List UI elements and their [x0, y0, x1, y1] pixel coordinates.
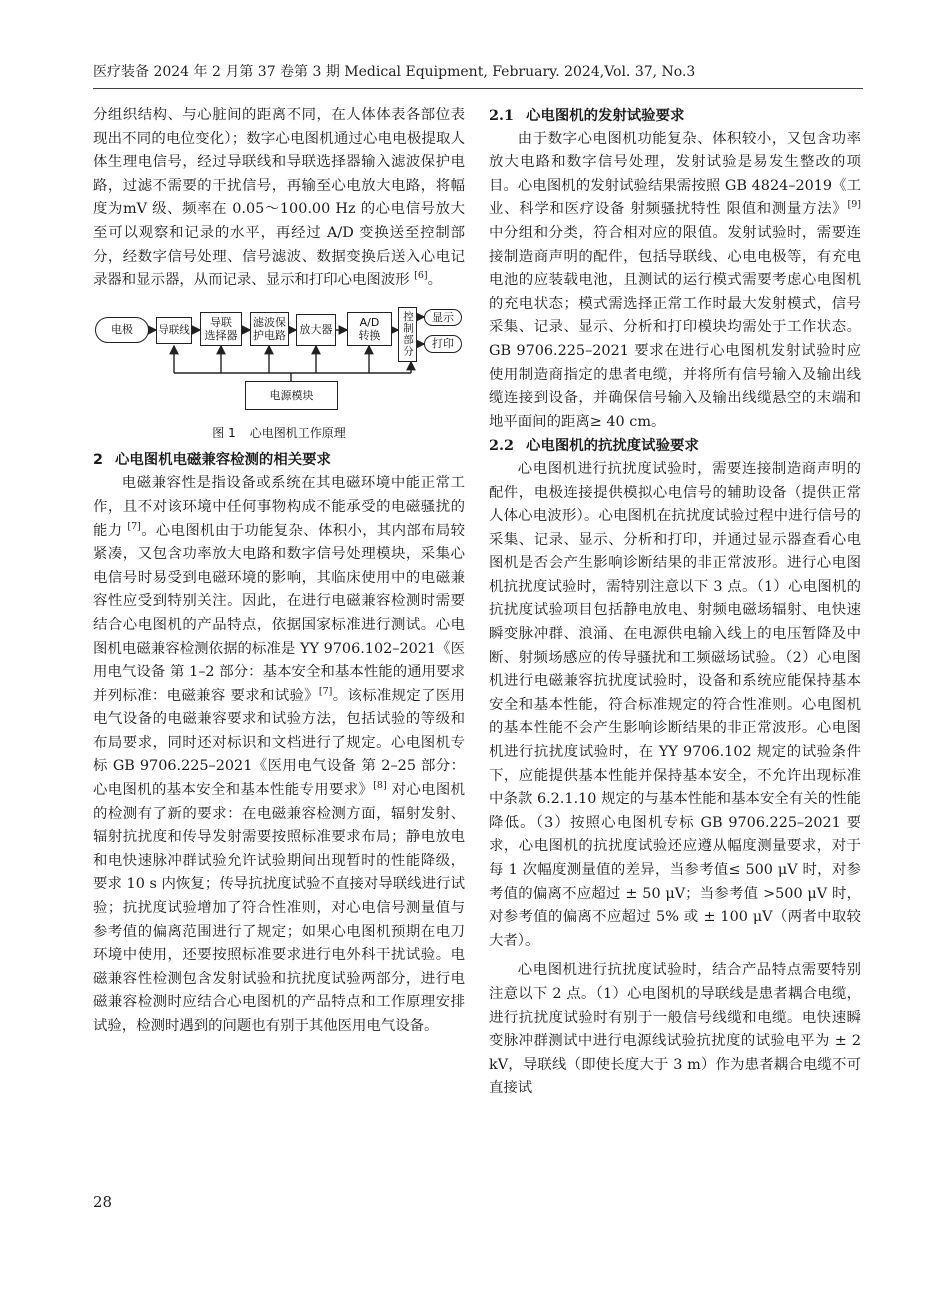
figure-1-caption: 图 1 心电图机工作原理: [212, 425, 346, 440]
section-2-1-heading: 2.1 心电图机的发射试验要求: [489, 107, 685, 124]
box-electrode: 电极: [95, 317, 149, 343]
box-ad-conversion: A/D 转换: [347, 312, 392, 346]
citation-9[interactable]: [9]: [847, 199, 861, 211]
paragraph-emission-test: 由于数字心电图机功能复杂、体积较小，又包含功率放大电路和数字信号处理，发射试验是易发生整改的项目。心电图机的发射试验结果需按照 GB 4824–2019《工业、科学和医疗设备 射频骚扰特性 限值和测量方法》[9] 中分组和分类，符合相对应的限值。发射试验时，需要连接制造商声明的配件，包括导联线、心电电极等，有充电电池的应装载电池，且测试的运行模式需要考虑心电图机的充电状态；模式需选择正常工作时最大发射模式，信号采集、记录、显示、分析和打印模块均需处于工作状态。GB 9706.225–2021 要求在进行心电图机发射试验时应使用制造商指定的患者电缆，并将所有信号输入及输出线缆连接到设备，并确保信号输入及输出线缆悬空的末端和地平面间的距离≥ 40 cm。: [489, 130, 861, 430]
box-amplifier: 放大器: [296, 314, 336, 346]
section-2-2-heading: 2.2 心电图机的抗扰度试验要求: [489, 437, 699, 455]
page-number: 28: [93, 1193, 113, 1211]
paragraph-intro-continued: 分组织结构、与心脏间的距离不同，在人体体表各部位表现出不同的电位变化）；数字心电图机通过心电电极提取人体生理电信号，经过导联线和导联选择器输入滤波保护电路，过滤不需要的干扰信号，再输至心电放大电路，将幅度为mV 级、频率在 0.05～100.00 Hz 的心电信号放大至可以观察和记录的水平，再经过 A/D 变换送至控制部分，经数字信号处理、信号滤波、数据变换后送入心电记录器和显示器，从而记录、显示和打印心电图波形 [6]。: [93, 107, 465, 289]
box-print: 打印: [424, 335, 462, 353]
paragraph-immunity-notes: 心电图机进行抗扰度试验时，结合产品特点需要特别注意以下 2 点。（1）心电图机的导联线是患者耦合电缆，进行抗扰度试验时有别于一般信号线缆和电缆。电快速瞬变脉冲群测试中进行电源线试验抗扰度的试验电平为 ± 2 kV，导联线（即使长度大于 3 m）作为患者耦合电缆不可直接试: [489, 962, 861, 1097]
header-divider: [93, 88, 863, 89]
citation-8[interactable]: [8]: [373, 780, 387, 792]
citation-7[interactable]: [7]: [127, 520, 141, 532]
paragraph-immunity-test: 心电图机进行抗扰度试验时，需要连接制造商声明的配件，电极连接提供模拟心电信号的辅助设备（提供正常人体心电波形）。心电图机在抗扰度试验过程中进行信号的采集、记录、显示、分析和打印，并通过显示器查看心电图机是否会产生影响诊断结果的非正常波形。进行心电图机抗扰度试验时，需特别注意以下 3 点。（1）心电图机的抗扰度试验项目包括静电放电、射频电磁场辐射、电快速瞬变脉冲群、浪涌、在电源供电输入线上的电压暂降及中断、射频场感应的传导骚扰和工频磁场试验。（2）心电图机进行电磁兼容抗扰度试验时，设备和系统应能保持基本安全和基本性能，符合标准规定的符合性准则。心电图机的基本性能不会产生影响诊断结果的非正常波形。心电图机进行抗扰度试验时，在 YY 9706.102 规定的试验条件下，应能提供基本性能并保持基本安全，不允许出现标准中条款 6.2.1.10 规定的与基本性能和基本安全有关的性能降低。（3）按照心电图机专标 GB 9706.225–2021 要求，心电图机的抗扰度试验还应遵从幅度测量要求，对于每 1 次幅度测量值的差异，当参考值≤ 500 μV 时，对参考值的偏离不应超过 ± 50 μV；当参考值 >500 μV 时，对参考值的偏离不应超过 5% 或 ± 100 μV（两者中取较大者）。: [489, 460, 861, 949]
box-display: 显示: [424, 309, 462, 326]
box-control-unit: 控制部分: [398, 307, 417, 362]
box-lead-wire: 导联线: [156, 317, 192, 344]
box-lead-selector: 导联 选择器: [200, 312, 242, 346]
figure-ecg-principle-diagram: [93, 307, 465, 417]
running-header: 医疗装备 2024 年 2 月第 37 卷第 3 期 Medical Equipment, February. 2024,Vol. 37, No.3: [93, 64, 696, 80]
left-column: [93, 104, 465, 1039]
right-column: [489, 104, 861, 1101]
box-power-module: 电源模块: [245, 381, 338, 410]
box-filter-protection: 滤波保 护电路: [250, 312, 289, 346]
citation-6[interactable]: [6]: [414, 270, 428, 282]
paragraph-emc-definition: 电磁兼容性是指设备或系统在其电磁环境中能正常工作，且不对该环境中任何事物构成不能承受的电磁骚扰的能力 [7]。心电图机由于功能复杂、体积小，其内部布局较紧凑，又包含功率放大电路和数字信号处理模块，采集心电信号时易受到电磁环境的影响，其临床使用中的电磁兼容性应受到特别关注。因此，在进行电磁兼容检测时需要结合心电图机的产品特点，依据国家标准进行测试。心电图机电磁兼容检测依据的标准是 YY 9706.102–2021《医用电气设备 第 1–2 部分：基本安全和基本性能的通用要求 并列标准：电磁兼容 要求和试验》[7]。该标准规定了医用电气设备的电磁兼容要求和试验方法，包括试验的等级和布局要求，同时还对标识和文档进行了规定。心电图机专标 GB 9706.225–2021《医用电气设备 第 2–25 部分：心电图机的基本安全和基本性能专用要求》[8] 对心电图机的检测有了新的要求：在电磁兼容检测方面，辐射发射、辐射抗扰度和传导发射需要按照标准要求布局；静电放电和电快速脉冲群试验允许试验期间出现暂时的性能降级，要求 10 s 内恢复；传导抗扰度试验不直接对导联线进行试验；抗扰度试验增加了符合性准则，对心电信号测量值与参考值的偏离范围进行了规定；如果心电图机预期在电刀环境中使用，还要按照标准要求进行电外科干扰试验。电磁兼容性检测包含发射试验和抗扰度试验两部分，进行电磁兼容检测时应结合心电图机的产品特点和工作原理安排试验，检测时遇到的问题也有别于其他医用电气设备。: [93, 475, 465, 1034]
citation-7b[interactable]: [7]: [318, 685, 333, 697]
section-2-heading: 2 心电图机电磁兼容检测的相关要求: [93, 451, 331, 468]
